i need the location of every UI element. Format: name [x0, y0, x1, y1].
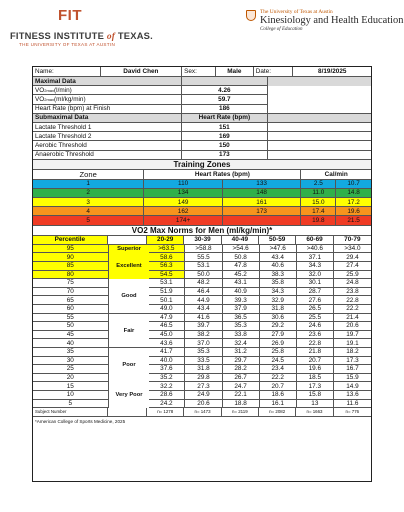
- norm-value: 18.8: [223, 400, 260, 409]
- ut-university-name: The University of Texas at Austin: [260, 9, 333, 15]
- maximal-row-value: 4.26: [182, 86, 268, 95]
- zone-hr-high: 133: [223, 180, 302, 189]
- percentile-value: 35: [33, 348, 109, 357]
- norm-value: 21.4: [334, 314, 371, 323]
- norm-value: 29.8: [185, 374, 222, 383]
- zone-number: 1: [33, 180, 144, 189]
- norms-row: [33, 331, 371, 340]
- ut-seal-icon: [246, 10, 256, 21]
- zone-hr-high: [223, 216, 302, 225]
- training-zone-row: [33, 189, 371, 198]
- norms-row: [33, 322, 371, 331]
- norm-value: >47.6: [260, 245, 297, 254]
- age-group-headers: [147, 236, 371, 245]
- percentile-value: 45: [33, 331, 109, 340]
- percentile-value: 70: [33, 288, 109, 297]
- norm-value: 48.2: [185, 279, 222, 288]
- norm-value: 47.9: [148, 314, 185, 323]
- submaximal-row: [33, 151, 371, 160]
- norm-value: 22.2: [260, 374, 297, 383]
- training-zones-title: Training Zones: [33, 160, 371, 170]
- zone-number: 5: [33, 216, 144, 225]
- norm-value: 18.2: [334, 348, 371, 357]
- subject-counts: [147, 408, 371, 417]
- norm-value: 24.6: [297, 322, 334, 331]
- percentile-value: 5: [33, 400, 109, 409]
- maximal-row-subscript: 2max: [44, 87, 55, 93]
- submaximal-row: [33, 132, 371, 141]
- norm-value: 56.3: [148, 262, 185, 271]
- norm-value: 58.6: [148, 253, 185, 262]
- submaximal-row: [33, 123, 371, 132]
- zone-number: 3: [33, 198, 144, 207]
- age-group-header: 40-49: [222, 236, 259, 245]
- zone-hr-high: 173: [223, 207, 302, 216]
- zone-cal-high: 14.8: [336, 189, 371, 198]
- norm-value: 23.8: [334, 288, 371, 297]
- percentile-value: 75: [33, 279, 109, 288]
- percentile-value: 90: [33, 253, 109, 262]
- fitness-category-label: Superior: [109, 245, 149, 253]
- norm-value: 53.1: [148, 279, 185, 288]
- norm-value: 18.6: [260, 391, 297, 400]
- training-zones-header-row: [33, 170, 371, 180]
- norm-value: 17.3: [334, 357, 371, 366]
- subject-count: n= 1473: [184, 408, 221, 417]
- norm-value: 16.7: [334, 365, 371, 374]
- norm-value: 28.7: [297, 288, 334, 297]
- norm-value: 24.8: [334, 279, 371, 288]
- norm-value: 28.2: [223, 365, 260, 374]
- percentile-value: 40: [33, 339, 109, 348]
- percentile-value: 65: [33, 296, 109, 305]
- subject-info-row: [33, 67, 371, 77]
- norm-value: 50.8: [223, 253, 260, 262]
- norms-row: [33, 339, 371, 348]
- norm-value: 46.4: [185, 288, 222, 297]
- norm-value: 33.5: [185, 357, 222, 366]
- zone-number: 4: [33, 207, 144, 216]
- norms-header-row: [33, 236, 371, 245]
- submaximal-row-value: 150: [182, 141, 268, 150]
- norm-value: >54.6: [223, 245, 260, 254]
- norm-value: 31.8: [260, 305, 297, 314]
- percentile-value: 60: [33, 305, 109, 314]
- maximal-data-rows: [33, 86, 371, 114]
- norm-value: 37.6: [148, 365, 185, 374]
- norm-value: >40.6: [297, 245, 334, 254]
- norm-value: 38.2: [185, 331, 222, 340]
- norm-value: >34.0: [334, 245, 371, 254]
- norms-rows: [33, 245, 371, 408]
- age-group-header: 60-69: [296, 236, 333, 245]
- norm-value: 43.4: [260, 253, 297, 262]
- norm-value: 22.2: [334, 305, 371, 314]
- norm-value: 40.0: [148, 357, 185, 366]
- fitness-category-label: Excellent: [109, 253, 149, 278]
- training-zones-title-row: [33, 160, 371, 170]
- zone-hr-low: 110: [144, 180, 223, 189]
- submaximal-row-label: Lactate Threshold 2: [33, 132, 182, 141]
- norm-value: >58.8: [185, 245, 222, 254]
- norm-value: 28.6: [148, 391, 185, 400]
- norm-value: 19.7: [334, 331, 371, 340]
- norm-value: 19.1: [334, 339, 371, 348]
- reference-note: *American College of Sports Medicine, 2025: [35, 418, 126, 424]
- norm-value: 37.9: [223, 305, 260, 314]
- name-value: David Chen: [101, 67, 183, 77]
- norms-row: [33, 279, 371, 288]
- norm-value: 22.8: [334, 296, 371, 305]
- zone-hr-header: Heart Rates (bpm): [144, 170, 301, 180]
- norms-row: [33, 305, 371, 314]
- age-group-header: 50-59: [259, 236, 296, 245]
- subject-number-row: [33, 408, 371, 417]
- percentile-value: 10: [33, 391, 109, 400]
- norm-value: 31.8: [185, 365, 222, 374]
- percentile-value: 50: [33, 322, 109, 331]
- maximal-row-label: VO 2max (l/min): [33, 86, 182, 95]
- norm-value: 41.6: [185, 314, 222, 323]
- date-label: Date:: [254, 67, 294, 77]
- norm-value: 29.4: [334, 253, 371, 262]
- zone-cal-low: 17.4: [301, 207, 336, 216]
- submaximal-row-value: 151: [182, 123, 268, 132]
- norm-value: 24.7: [223, 382, 260, 391]
- norm-value: 22.1: [223, 391, 260, 400]
- norm-value: 20.7: [260, 382, 297, 391]
- sex-value: Male: [216, 67, 254, 77]
- norm-value: 17.3: [297, 382, 334, 391]
- fitness-institute-name: FITNESS INSTITUTE of TEXAS.: [10, 30, 153, 42]
- submaximal-data-title: Submaximal Data: [33, 114, 182, 123]
- norms-row: [33, 314, 371, 323]
- maximal-row: [33, 86, 371, 95]
- norms-row: [33, 391, 371, 400]
- norm-value: 26.9: [260, 339, 297, 348]
- norm-value: 46.5: [148, 322, 185, 331]
- norm-value: 55.5: [185, 253, 222, 262]
- norm-value: 24.5: [260, 357, 297, 366]
- norm-value: 35.3: [185, 348, 222, 357]
- zone-hr-high: 161: [223, 198, 302, 207]
- percentile-value: 25: [33, 365, 109, 374]
- norm-value: 33.8: [223, 331, 260, 340]
- zone-cal-low: 15.0: [301, 198, 336, 207]
- norms-row: [33, 400, 371, 409]
- norm-value: 15.8: [297, 391, 334, 400]
- fitness-report-sheet: [32, 66, 372, 482]
- age-group-header: 30-39: [184, 236, 221, 245]
- name-label: Name:: [33, 67, 101, 77]
- fitness-category-label: Poor: [109, 348, 149, 382]
- norm-value: 37.0: [185, 339, 222, 348]
- norm-value: 39.3: [223, 296, 260, 305]
- norm-value: 50.1: [148, 296, 185, 305]
- norm-value: 26.5: [297, 305, 334, 314]
- norm-value: 43.6: [148, 339, 185, 348]
- norm-value: 32.0: [297, 271, 334, 280]
- zone-hr-low: 174+: [144, 216, 223, 225]
- norm-value: 54.5: [148, 271, 185, 280]
- norm-value: 27.3: [185, 382, 222, 391]
- norm-value: 30.1: [297, 279, 334, 288]
- norms-title: VO2 Max Norms for Men (ml/kg/min)*: [33, 226, 371, 236]
- zone-cal-high: 21.5: [336, 216, 371, 225]
- norm-value: 40.6: [260, 262, 297, 271]
- norm-value: 29.7: [223, 357, 260, 366]
- submaximal-row-label: Anaerobic Threshold: [33, 151, 182, 160]
- norms-title-row: [33, 226, 371, 236]
- fit-subtitle: THE UNIVERSITY OF TEXAS AT AUSTIN: [19, 42, 116, 47]
- zone-hr-low: 162: [144, 207, 223, 216]
- zone-header: Zone: [33, 170, 144, 180]
- norm-value: 23.4: [260, 365, 297, 374]
- norm-value: 36.5: [223, 314, 260, 323]
- norms-row: [33, 253, 371, 262]
- norm-value: 39.7: [185, 322, 222, 331]
- zone-cal-high: 10.7: [336, 180, 371, 189]
- norm-value: 32.9: [260, 296, 297, 305]
- training-zone-row: [33, 180, 371, 189]
- norm-value: 27.9: [260, 331, 297, 340]
- percentile-value: 55: [33, 314, 109, 323]
- subject-count: n= 2119: [222, 408, 259, 417]
- percentile-header: Percentile: [33, 236, 108, 245]
- norms-row: [33, 271, 371, 280]
- norm-value: 13.6: [334, 391, 371, 400]
- norm-value: 29.2: [260, 322, 297, 331]
- zone-hr-low: 134: [144, 189, 223, 198]
- date-value: 8/19/2025: [293, 67, 371, 77]
- norm-value: 50.0: [185, 271, 222, 280]
- age-group-header: 20-29: [147, 236, 184, 245]
- maximal-row-value: 59.7: [182, 95, 268, 104]
- maximal-data-title: Maximal Data: [33, 77, 182, 86]
- norms-row: [33, 382, 371, 391]
- norm-value: >63.5: [148, 245, 185, 254]
- norm-value: 51.9: [148, 288, 185, 297]
- age-group-header: 70-79: [334, 236, 371, 245]
- norm-value: 43.4: [185, 305, 222, 314]
- norm-value: 21.8: [297, 348, 334, 357]
- norm-value: 34.3: [260, 288, 297, 297]
- norms-row: [33, 374, 371, 383]
- norms-row: [33, 288, 371, 297]
- maximal-row-subscript: 2max: [44, 96, 55, 102]
- norm-value: 41.7: [148, 348, 185, 357]
- norms-row: [33, 296, 371, 305]
- norm-value: 35.2: [148, 374, 185, 383]
- training-zone-row: [33, 216, 371, 225]
- norm-value: 19.6: [297, 365, 334, 374]
- subject-count: n= 2082: [259, 408, 296, 417]
- norm-value: 45.2: [223, 271, 260, 280]
- norm-value: 27.6: [297, 296, 334, 305]
- norm-value: 24.9: [185, 391, 222, 400]
- norm-value: 20.6: [334, 322, 371, 331]
- norm-value: 23.6: [297, 331, 334, 340]
- norm-value: 45.0: [148, 331, 185, 340]
- submaximal-row-value: 169: [182, 132, 268, 141]
- training-zone-row: [33, 207, 371, 216]
- subject-number-label: Subject Number: [33, 408, 108, 417]
- maximal-row-label: VO 2max (ml/kg/min): [33, 95, 182, 104]
- percentile-value: 15: [33, 382, 109, 391]
- norm-value: 11.6: [334, 400, 371, 409]
- norm-value: 22.8: [297, 339, 334, 348]
- training-zone-row: [33, 198, 371, 207]
- submaximal-row: [33, 141, 371, 150]
- norms-row: [33, 357, 371, 366]
- norm-value: 37.1: [297, 253, 334, 262]
- zone-cal-low: 11.0: [301, 189, 336, 198]
- submaximal-row-value: 173: [182, 151, 268, 160]
- norm-value: 30.6: [260, 314, 297, 323]
- zone-cal-high: 19.6: [336, 207, 371, 216]
- percentile-value: 30: [33, 357, 109, 366]
- norm-value: 35.3: [223, 322, 260, 331]
- norm-value: 49.0: [148, 305, 185, 314]
- subject-count: n= 776: [334, 408, 371, 417]
- maximal-row: [33, 105, 371, 114]
- norm-value: 44.9: [185, 296, 222, 305]
- norm-value: 32.4: [223, 339, 260, 348]
- norm-value: 13: [297, 400, 334, 409]
- report-header: [0, 0, 404, 56]
- norm-value: 34.3: [297, 262, 334, 271]
- percentile-value: 80: [33, 271, 109, 280]
- submaximal-hr-header: Heart Rate (bpm): [182, 114, 268, 123]
- ut-department-name: Kinesiology and Health Education: [260, 15, 404, 26]
- maximal-row-label: Heart Rate (bpm) at Finish: [33, 105, 182, 114]
- norm-value: 53.1: [185, 262, 222, 271]
- submaximal-row-label: Aerobic Threshold: [33, 141, 182, 150]
- zone-cal-low: 2.5: [301, 180, 336, 189]
- maximal-row-value: 186: [182, 105, 268, 114]
- submaximal-data-rows: [33, 123, 371, 160]
- norm-value: 47.8: [223, 262, 260, 271]
- ut-college-name: College of Education: [260, 27, 303, 32]
- fitness-category-label: Fair: [109, 314, 149, 348]
- norm-value: 26.7: [223, 374, 260, 383]
- percentile-value: 95: [33, 245, 109, 254]
- subject-count: n= 1663: [296, 408, 333, 417]
- norm-value: 27.4: [334, 262, 371, 271]
- zone-hr-high: 148: [223, 189, 302, 198]
- norms-row: [33, 245, 371, 254]
- norms-row: [33, 365, 371, 374]
- norm-value: 18.5: [297, 374, 334, 383]
- norm-value: 20.6: [185, 400, 222, 409]
- zone-cal-header: Cal/min: [301, 170, 371, 180]
- norm-value: 16.1: [260, 400, 297, 409]
- zone-cal-high: 17.2: [336, 198, 371, 207]
- submaximal-row-label: Lactate Threshold 1: [33, 123, 182, 132]
- norm-value: 38.3: [260, 271, 297, 280]
- norm-value: 35.8: [260, 279, 297, 288]
- percentile-value: 85: [33, 262, 109, 271]
- norm-value: 14.9: [334, 382, 371, 391]
- maximal-row: [33, 95, 371, 104]
- norm-value: 24.2: [148, 400, 185, 409]
- fitness-category-label: Good: [109, 279, 149, 313]
- norms-table-body: [33, 245, 371, 408]
- norm-value: 25.5: [297, 314, 334, 323]
- zone-number: 2: [33, 189, 144, 198]
- norm-value: 31.2: [223, 348, 260, 357]
- training-zone-rows: [33, 180, 371, 226]
- zone-hr-low: 149: [144, 198, 223, 207]
- fitness-category-label: Very Poor: [109, 382, 149, 407]
- sex-label: Sex:: [182, 67, 216, 77]
- maximal-data-header: [33, 77, 371, 86]
- percentile-value: 20: [33, 374, 109, 383]
- norm-value: 25.8: [260, 348, 297, 357]
- norm-value: 32.2: [148, 382, 185, 391]
- zone-cal-low: 19.8: [301, 216, 336, 225]
- norm-value: 20.7: [297, 357, 334, 366]
- submaximal-data-header: [33, 114, 371, 123]
- subject-count: n= 1278: [147, 408, 184, 417]
- norms-row: [33, 348, 371, 357]
- norms-row: [33, 262, 371, 271]
- norm-value: 15.9: [334, 374, 371, 383]
- norm-value: 25.9: [334, 271, 371, 280]
- fit-logo: FIT: [58, 7, 82, 24]
- norm-value: 43.1: [223, 279, 260, 288]
- norm-value: 40.9: [223, 288, 260, 297]
